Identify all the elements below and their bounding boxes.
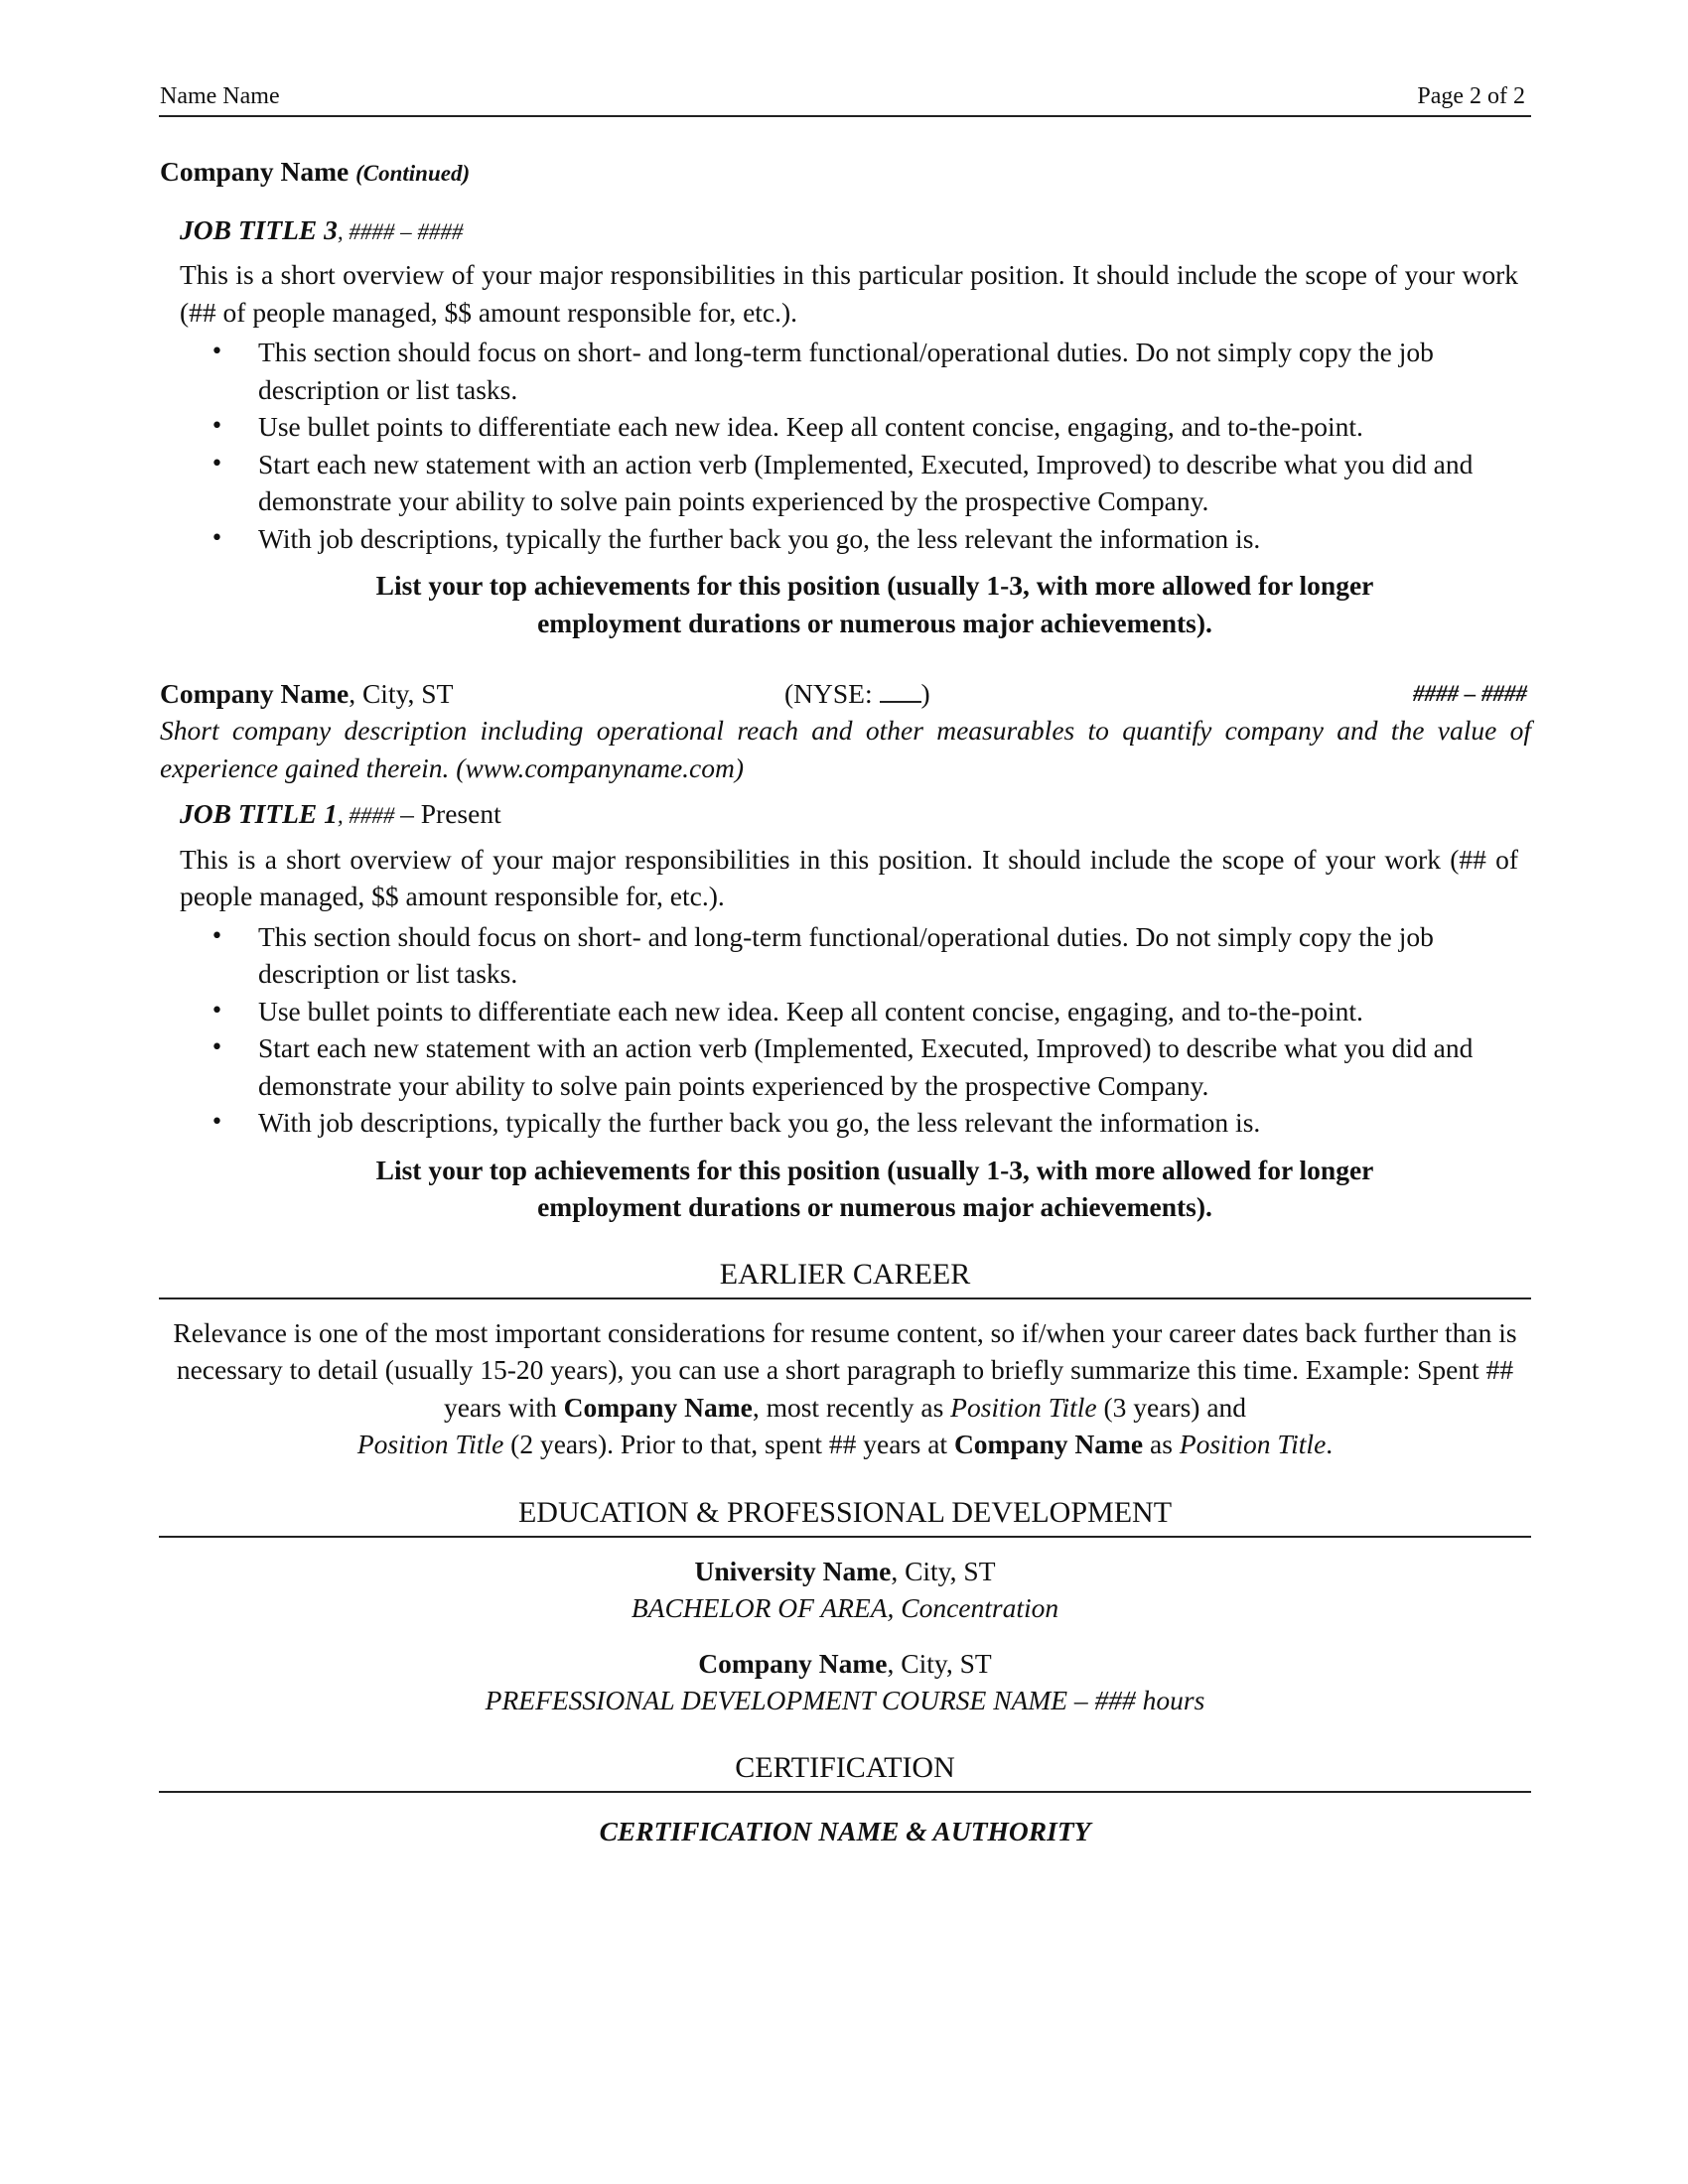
achievements-note: List your top achievements for this position (usually 1-3, with more allowed for longer employment durations or numerous major achievements). — [375, 1154, 1374, 1222]
company-name: Company Name — [160, 156, 350, 187]
responsibility-list — [159, 334, 1531, 557]
summary-text: (3 years) and — [1096, 1391, 1247, 1423]
earlier-career-summary — [159, 1314, 1531, 1463]
nyse-close: ) — [920, 678, 930, 709]
position-title: Position Title — [1179, 1429, 1327, 1459]
list-item: • This section should focus on short- and long-term functional/operational duties. Do not simply copy the job description or list tasks. — [159, 334, 1539, 408]
job-title-line — [180, 211, 1531, 251]
list-item: • Start each new statement with an action verb (Implemented, Executed, Improved) to describe what you did and demonstrate your ability to solve pain points experienced by the prospective Company. — [159, 446, 1539, 520]
section-heading-earlier-career: EARLIER CAREER — [159, 1256, 1531, 1299]
list-item: • With job descriptions, typically the further back you go, the less relevant the information is. — [159, 1104, 1539, 1142]
university-location: , City, ST — [891, 1555, 996, 1586]
company-line — [159, 1645, 1531, 1683]
summary-text: (2 years). Prior to that, spent ## years at — [503, 1429, 954, 1459]
list-item: • This section should focus on short- and long-term functional/operational duties. Do not simply copy the job description or list tasks. — [159, 918, 1539, 993]
page-number: Page 2 of 2 — [1417, 83, 1525, 109]
section-heading-education: EDUCATION & PROFESSIONAL DEVELOPMENT — [159, 1494, 1531, 1538]
position-title: Position Title — [950, 1391, 1097, 1423]
university-name: University Name — [694, 1555, 892, 1586]
university-line — [159, 1553, 1531, 1590]
company-line — [159, 675, 1531, 712]
position-title: Position Title — [356, 1429, 504, 1459]
job-title: JOB TITLE 1 — [180, 798, 338, 829]
company-name: Company Name — [698, 1647, 888, 1679]
header-name: Name Name — [160, 83, 280, 109]
certification-name: CERTIFICATION NAME & AUTHORITY — [599, 1815, 1091, 1846]
job-years: , #### — [337, 803, 401, 828]
company-name: Company Name — [953, 1429, 1144, 1459]
list-item: • Use bullet points to differentiate each new idea. Keep all content concise, engaging, and to-the-point. — [159, 408, 1539, 446]
company-name-location — [160, 675, 453, 713]
list-item: • With job descriptions, typically the further back you go, the less relevant the information is. — [159, 520, 1539, 558]
degree: BACHELOR OF AREA, Concentration — [631, 1592, 1059, 1623]
summary-text: . — [1326, 1429, 1334, 1459]
nyse-label: (NYSE: — [784, 678, 880, 709]
summary-text: Relevance is one of the most important considerations for resume content, so if/when your career dates back further than is necessary to detail (usually 15-20 years), you can use a short paragraph to briefly summarize this time. Example: Spent ## years with — [173, 1316, 1517, 1423]
list-item: • Use bullet points to differentiate each new idea. Keep all content concise, engaging, and to-the-point. — [159, 993, 1539, 1030]
company-description: Short company description including operational reach and other measurables to quantify company and the value of experience gained therein. (www.companyname.com) — [160, 715, 1531, 783]
education-entry — [159, 1553, 1531, 1627]
company-years: #### – #### — [1413, 681, 1527, 706]
company-name: Company Name — [563, 1391, 753, 1423]
company-location: , City, ST — [887, 1647, 992, 1679]
ticker-blank — [880, 681, 921, 703]
job-years: , #### – #### — [337, 218, 464, 244]
job-present: – Present — [400, 798, 501, 829]
responsibility-list — [159, 918, 1531, 1142]
section-heading-certification: CERTIFICATION — [159, 1749, 1531, 1793]
job-overview: This is a short overview of your major responsibilities in this particular position. It should include the scope of your work (## of people managed, $$ amount responsible for, etc.). — [180, 259, 1518, 328]
list-item: • Start each new statement with an action verb (Implemented, Executed, Improved) to describe what you did and demonstrate your ability to solve pain points experienced by the prospective Company. — [159, 1029, 1539, 1104]
company-location: , City, ST — [349, 678, 454, 709]
achievements-note: List your top achievements for this position (usually 1-3, with more allowed for longer employment durations or numerous major achievements). — [375, 570, 1374, 638]
job-title: JOB TITLE 3 — [180, 213, 338, 245]
company-name: Company Name — [160, 678, 350, 709]
summary-text: , most recently as — [752, 1391, 951, 1423]
page-header — [159, 79, 1531, 117]
course-name: PREFESSIONAL DEVELOPMENT COURSE NAME – ### hours — [485, 1685, 1205, 1715]
company-heading-continued — [160, 153, 1531, 193]
continued-label: (Continued) — [355, 161, 471, 186]
stock-ticker — [784, 675, 930, 713]
summary-text: as — [1143, 1429, 1180, 1459]
resume-content — [159, 153, 1531, 1849]
professional-development-entry — [159, 1645, 1531, 1719]
job-overview: This is a short overview of your major responsibilities in this position. It should include the scope of your work (## of people managed, $$ amount responsible for, etc.). — [180, 843, 1518, 911]
job-title-line — [180, 795, 1531, 835]
